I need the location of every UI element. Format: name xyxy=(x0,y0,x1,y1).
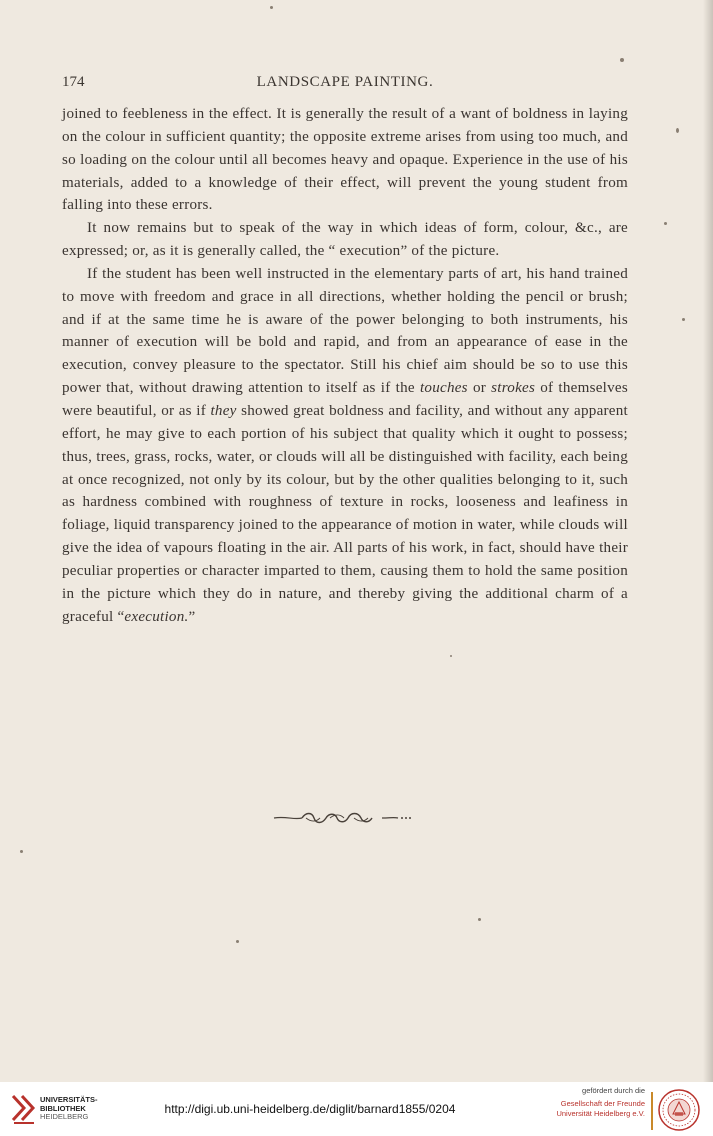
paragraph-2 xyxy=(62,217,628,263)
paper-speck xyxy=(20,850,23,853)
italic-text: execution. xyxy=(124,608,189,625)
paragraph-3 xyxy=(62,263,628,629)
sponsor-divider xyxy=(651,1092,653,1130)
paper-speck xyxy=(450,655,452,657)
text-run: showed great boldness and facility, and without any apparent effort, he may give to each portion of his subject that quality which it ought to possess; thus, trees, grass, rocks, water, or clouds will all be distinguished with facility, each being at once recognized, not only by its colour, but by the other qualities belonging to it, such as hardness combined with roughness of texture in rocks, looseness and leafiness in foliage, liquid transparency joined to the appearance of motion in water, while clouds will give the idea of vapours floating in the air. All parts of his work, in fact, should have their peculiar properties or character imparted to them, causing them to hold the same position in the picture which they do in nature, and thereby giving the additional charm of a graceful “ xyxy=(62,402,628,625)
library-logo-icon xyxy=(10,1092,38,1126)
tailpiece-flourish-icon xyxy=(272,806,412,830)
text-run: of themselves were beautiful, or as if xyxy=(62,380,628,419)
text-run: If the student has been well instructed in the elementary parts of art, his hand trained to move with freedom and grace in all directions, whether holding the pencil or brush; and if at the same time he is aware of the power belonging to both instruments, his manner of execution will be bold and rapid, and from an appearance of ease in the execution, convey pleasure to the spectator. Still his chief aim should be so to use this power that, without drawing attention to itself as if the xyxy=(62,265,628,397)
text-run: It now remains but to speak of the way in which ideas of form, colour, &c., are expressed; or, as it is generally called, the “ execution” of the picture. xyxy=(62,220,628,260)
paper-speck xyxy=(664,222,667,225)
running-head xyxy=(62,74,628,94)
library-name xyxy=(40,1096,98,1122)
italic-text: touches xyxy=(419,380,468,397)
text-run: or xyxy=(467,380,492,397)
sponsor-credit xyxy=(540,1086,645,1119)
paper-speck xyxy=(682,318,685,321)
paper-speck xyxy=(270,6,273,9)
library-name-line2: BIBLIOTHEK xyxy=(40,1103,86,1113)
sponsor-name-line1: Gesellschaft der Freunde xyxy=(560,1099,645,1108)
text-run: joined to feebleness in the effect. It is generally the result of a want of boldness in laying on the colour in sufficient quantity; the opposite extreme arises from using too much, and so loading on the colour until all becomes heavy and opaque. Experience in the use of his materials, added to a knowledge of their effect, will prevent the young student from falling into these errors. xyxy=(62,106,628,214)
sponsor-name-line2: Universität Heidelberg e.V. xyxy=(556,1109,645,1118)
page-number: 174 xyxy=(62,74,85,90)
italic-text: strokes xyxy=(491,380,536,397)
italic-text: they xyxy=(210,402,237,419)
text-run: ” xyxy=(188,608,196,625)
university-seal-icon xyxy=(657,1088,701,1132)
paragraph-1 xyxy=(62,103,628,217)
permalink-url[interactable]: http://digi.ub.uni-heidelberg.de/diglit/barnard1855/0204 xyxy=(164,1102,456,1116)
paper-speck xyxy=(236,940,239,943)
body-text xyxy=(62,103,628,628)
digitization-footer xyxy=(0,1082,713,1136)
paper-speck xyxy=(478,918,481,921)
running-title: LANDSCAPE PAINTING. xyxy=(256,74,434,90)
library-name-line1: UNIVERSITÄTS- xyxy=(40,1095,98,1104)
paper-speck xyxy=(676,128,679,133)
paper-speck xyxy=(620,58,624,62)
sponsor-intro: gefördert durch die xyxy=(582,1086,645,1095)
library-city: HEIDELBERG xyxy=(40,1112,89,1121)
